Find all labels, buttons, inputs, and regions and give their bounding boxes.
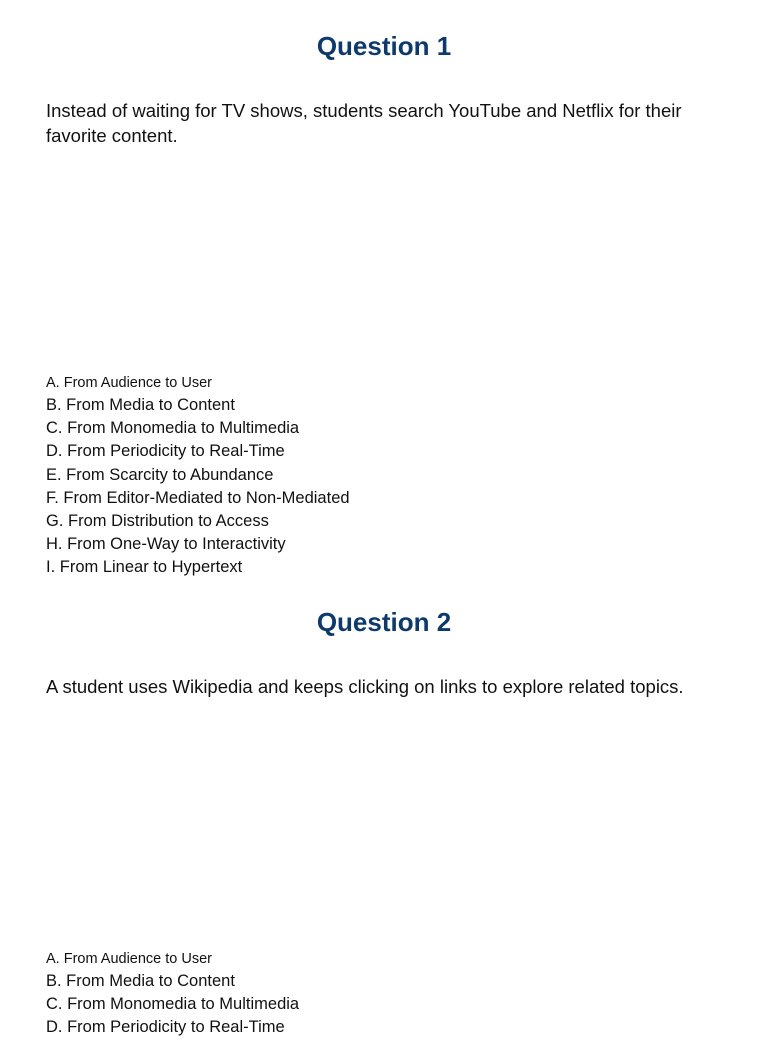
option-g: G. From Distribution to Access bbox=[46, 512, 269, 531]
option-d: D. From Periodicity to Real-Time bbox=[46, 1018, 285, 1037]
option-a: A. From Audience to User bbox=[46, 375, 213, 391]
option-f: F. From Editor-Mediated to Non-Mediated bbox=[46, 488, 350, 507]
option-h: H. From One-Way to Interactivity bbox=[46, 535, 286, 554]
question-title: Question 1 bbox=[316, 31, 452, 61]
answer-options bbox=[46, 373, 350, 580]
question-prompt: A student uses Wikipedia and keeps clicking on links to explore related topics. bbox=[46, 676, 684, 697]
question-title: Question 2 bbox=[316, 607, 452, 637]
option-e: E. From Scarcity to Abundance bbox=[46, 465, 274, 484]
option-b: B. From Media to Content bbox=[46, 972, 235, 990]
option-b: B. From Media to Content bbox=[46, 396, 235, 414]
option-a: A. From Audience to User bbox=[46, 951, 213, 967]
option-d: D. From Periodicity to Real-Time bbox=[46, 442, 285, 461]
option-c: C. From Monomedia to Multimedia bbox=[46, 995, 300, 1014]
option-i: I. From Linear to Hypertext bbox=[46, 558, 243, 577]
question-prompt: Instead of waiting for TV shows, students search YouTube and Netflix for their favorite content. bbox=[46, 100, 682, 146]
answer-options bbox=[46, 949, 299, 1040]
option-c: C. From Monomedia to Multimedia bbox=[46, 419, 300, 438]
